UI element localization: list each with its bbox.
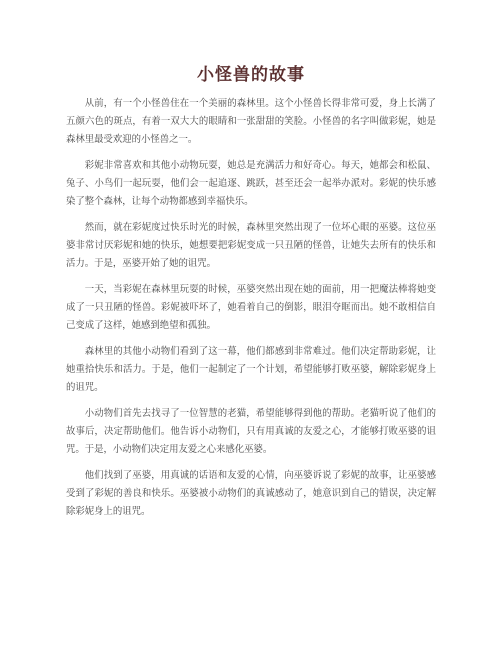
document-title: 小怪兽的故事 (197, 65, 305, 85)
paragraph-1: 从前，有一个小怪兽住在一个美丽的森林里。这个小怪兽长得非常可爱，身上长满了五颜六色的斑点，有着一双大大的眼睛和一张甜甜的笑脸。小怪兽的名字叫做彩妮，她是森林里最受欢迎的小怪兽之一。 (66, 98, 436, 145)
paragraph-6: 小动物们首先去找寻了一位智慧的老猫，希望能够得到他的帮助。老猫听说了他们的故事后，决定帮助他们。他告诉小动物们，只有用真诚的友爱之心，才能够打败巫婆的诅咒。于是，小动物们决定用友爱之心来感化巫婆。 (66, 408, 436, 455)
paragraph-2: 彩妮非常喜欢和其他小动物玩耍，她总是充满活力和好奇心。每天，她都会和松鼠、兔子、小鸟们一起玩耍，他们会一起追逐、跳跃，甚至还会一起举办派对。彩妮的快乐感染了整个森林，让每个动物都感到幸福快乐。 (66, 160, 436, 207)
paragraph-3: 然而，就在彩妮度过快乐时光的时候，森林里突然出现了一位坏心眼的巫婆。这位巫婆非常讨厌彩妮和她的快乐，她想要把彩妮变成一只丑陋的怪兽，让她失去所有的快乐和活力。于是，巫婆开始了她的诅咒。 (66, 222, 436, 269)
paragraph-7: 他们找到了巫婆，用真诚的话语和友爱的心情，向巫婆诉说了彩妮的故事，让巫婆感受到了彩妮的善良和快乐。巫婆被小动物们的真诚感动了，她意识到自己的错误，决定解除彩妮身上的诅咒。 (66, 470, 436, 517)
paragraph-4: 一天，当彩妮在森林里玩耍的时候，巫婆突然出现在她的面前，用一把魔法棒将她变成了一只丑陋的怪兽。彩妮被吓坏了，她看着自己的倒影，眼泪夺眶而出。她不敢相信自己变成了这样，她感到绝望和孤独。 (66, 284, 436, 331)
paragraph-5: 森林里的其他小动物们看到了这一幕，他们都感到非常难过。他们决定帮助彩妮，让她重拾快乐和活力。于是，他们一起制定了一个计划，希望能够打败巫婆，解除彩妮身上的诅咒。 (66, 346, 436, 393)
